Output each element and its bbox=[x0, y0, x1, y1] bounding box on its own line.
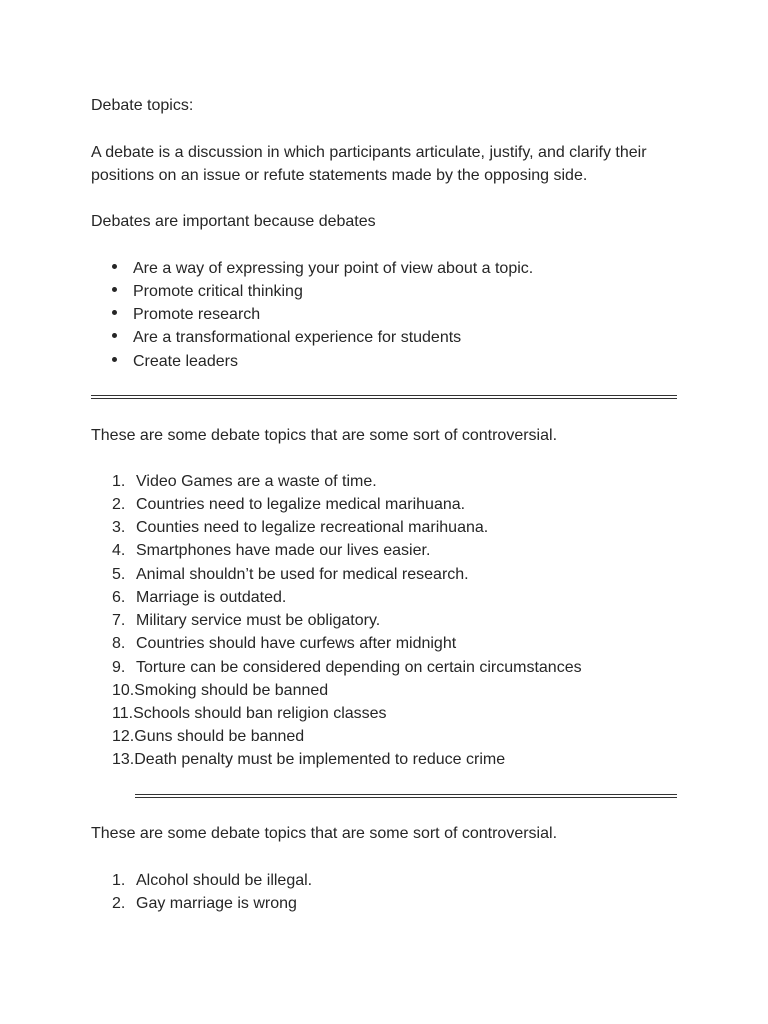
section-divider bbox=[135, 794, 677, 798]
bullet-icon bbox=[112, 357, 117, 362]
importance-lead: Debates are important because debates bbox=[91, 213, 376, 230]
list-item: 6. Marriage is outdated. bbox=[112, 589, 287, 606]
list-item: 8. Countries should have curfews after midnight bbox=[112, 635, 457, 652]
list-item: Are a way of expressing your point of view about a topic. bbox=[112, 259, 533, 279]
list-item: 10.Smoking should be banned bbox=[112, 682, 329, 699]
section-divider bbox=[91, 395, 677, 399]
list-item: Are a transformational experience for students bbox=[112, 328, 461, 348]
list-item: 9. Torture can be considered depending on certain circumstances bbox=[112, 659, 582, 676]
intro-line-1: A debate is a discussion in which participants articulate, justify, and clarify their bbox=[91, 144, 647, 161]
list-item: 12.Guns should be banned bbox=[112, 728, 305, 745]
list-item: 13.Death penalty must be implemented to reduce crime bbox=[112, 751, 506, 768]
list-item: 2. Countries need to legalize medical marihuana. bbox=[112, 496, 466, 513]
list-item: 7. Military service must be obligatory. bbox=[112, 612, 381, 629]
list-item: Create leaders bbox=[112, 352, 238, 372]
list-item: 1. Video Games are a waste of time. bbox=[112, 473, 377, 490]
section2-lead: These are some debate topics that are some sort of controversial. bbox=[91, 825, 558, 842]
list-item: 4. Smartphones have made our lives easier. bbox=[112, 542, 431, 559]
list-item: Promote research bbox=[112, 305, 260, 325]
list-item: 1. Alcohol should be illegal. bbox=[112, 872, 313, 889]
bullet-icon bbox=[112, 333, 117, 338]
section1-lead: These are some debate topics that are some sort of controversial. bbox=[91, 427, 558, 444]
document-heading: Debate topics: bbox=[91, 97, 194, 114]
intro-line-2: positions on an issue or refute statements made by the opposing side. bbox=[91, 167, 588, 184]
bullet-icon bbox=[112, 287, 117, 292]
bullet-icon bbox=[112, 264, 117, 269]
list-item: 2. Gay marriage is wrong bbox=[112, 895, 297, 912]
bullet-icon bbox=[112, 310, 117, 315]
list-item: 11.Schools should ban religion classes bbox=[112, 705, 387, 722]
list-item: 5. Animal shouldn’t be used for medical research. bbox=[112, 566, 469, 583]
list-item: Promote critical thinking bbox=[112, 282, 303, 302]
list-item: 3. Counties need to legalize recreational marihuana. bbox=[112, 519, 489, 536]
